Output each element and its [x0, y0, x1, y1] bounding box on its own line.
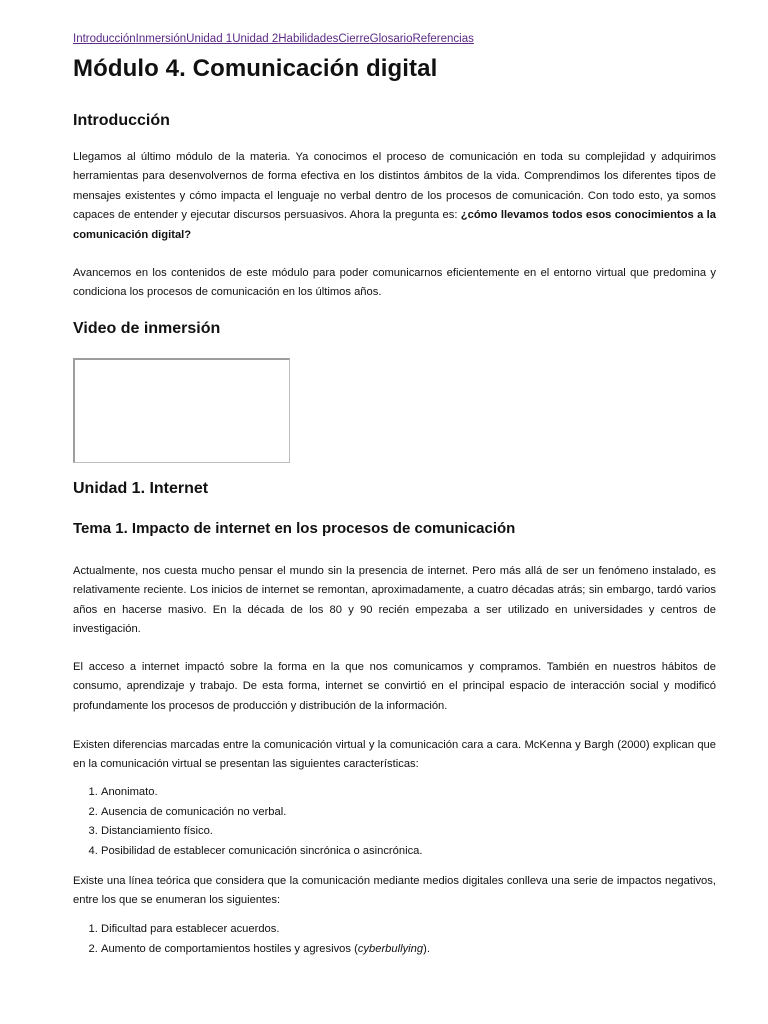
nav-link-introduccion[interactable]: Introducción [73, 33, 136, 45]
negative-impacts-list [73, 920, 430, 959]
characteristics-list [73, 783, 423, 861]
unit1-heading: Unidad 1. Internet [73, 480, 209, 497]
list-item [101, 940, 430, 960]
intro-question: ¿cómo llevamos todos esos conocimientos a la comunicación digital? [73, 209, 716, 241]
nav-link-unidad-1[interactable]: Unidad 1 [186, 33, 233, 45]
list-item-emphasis: cyberbullying [357, 942, 424, 955]
topic1-heading: Tema 1. Impacto de internet en los procesos de comunicación [73, 520, 516, 537]
list-item: 1. Anonimato. [101, 783, 423, 803]
nav-link-inmersion[interactable]: Inmersión [135, 33, 187, 45]
video-heading: Video de inmersión [73, 320, 221, 337]
list-item: 4. Posibilidad de establecer comunicación sincrónica o asincrónica. [101, 842, 423, 862]
unit1-paragraph-1: Actualmente, nos cuesta mucho pensar el mundo sin la presencia de internet. Pero más allá de ser un fenómeno instalado, es relativamente reciente. Los inicios de internet se remontan, aproximadamente, a cuatro décadas atrás; sin embargo, tardó varios años en hacerse masivo. En la década de los 80 y 90 recién empezaba a ser utilizado en universidades y centros de investigación. [73, 565, 716, 636]
top-nav [73, 33, 474, 45]
nav-link-habilidades[interactable]: Habilidades [278, 33, 339, 45]
video-player[interactable] [73, 358, 290, 463]
list-item: 2. Ausencia de comunicación no verbal. [101, 803, 423, 823]
intro-paragraph-1 [73, 148, 716, 245]
list-item-text: Aumento de comportamientos hostiles y agresivos ( [101, 942, 358, 955]
nav-link-unidad-2[interactable]: Unidad 2 [232, 33, 279, 45]
nav-link-glosario[interactable]: Glosario [369, 33, 413, 45]
list-item: 3. Distanciamiento físico. [101, 822, 423, 842]
intro-paragraph-2: Avancemos en los contenidos de este módulo para poder comunicarnos eficientemente en el entorno virtual que predomina y condiciona los procesos de comunicación en los últimos años. [73, 267, 716, 299]
nav-link-cierre[interactable]: Cierre [338, 33, 370, 45]
list-item-text-end: ). [423, 942, 430, 955]
unit1-paragraph-4: Existe una línea teórica que considera que la comunicación mediante medios digitales conlleva una serie de impactos negativos, entre los que se enumeran los siguientes: [73, 875, 716, 907]
page-title: Módulo 4. Comunicación digital [73, 55, 438, 82]
unit1-paragraph-3: Existen diferencias marcadas entre la comunicación virtual y la comunicación cara a cara. McKenna y Bargh (2000) explican que en la comunicación virtual se presentan las siguientes características: [73, 739, 716, 771]
unit1-paragraph-2: El acceso a internet impactó sobre la forma en la que nos comunicamos y compramos. También en nuestros hábitos de consumo, aprendizaje y trabajo. De esta forma, internet se convirtió en el principal espacio de interacción social y modificó profundamente los procesos de producción y distribución de la información. [73, 661, 716, 712]
intro-heading: Introducción [73, 112, 170, 129]
intro-paragraph-1-text: Llegamos al último módulo de la materia. Ya conocimos el proceso de comunicación en toda su complejidad y adquirimos herramientas para desenvolvernos de forma efectiva en los distintos ámbitos de la vida. Comprendimos los diferentes tipos de mensajes existentes y cómo impacta el lenguaje no verbal dentro de los procesos de comunicación. Con todo esto, ya somos capaces de entender y ejecutar discursos persuasivos. Ahora la pregunta es: [73, 151, 716, 222]
nav-link-referencias[interactable]: Referencias [412, 33, 474, 45]
list-item: 1. Dificultad para establecer acuerdos. [101, 920, 430, 940]
